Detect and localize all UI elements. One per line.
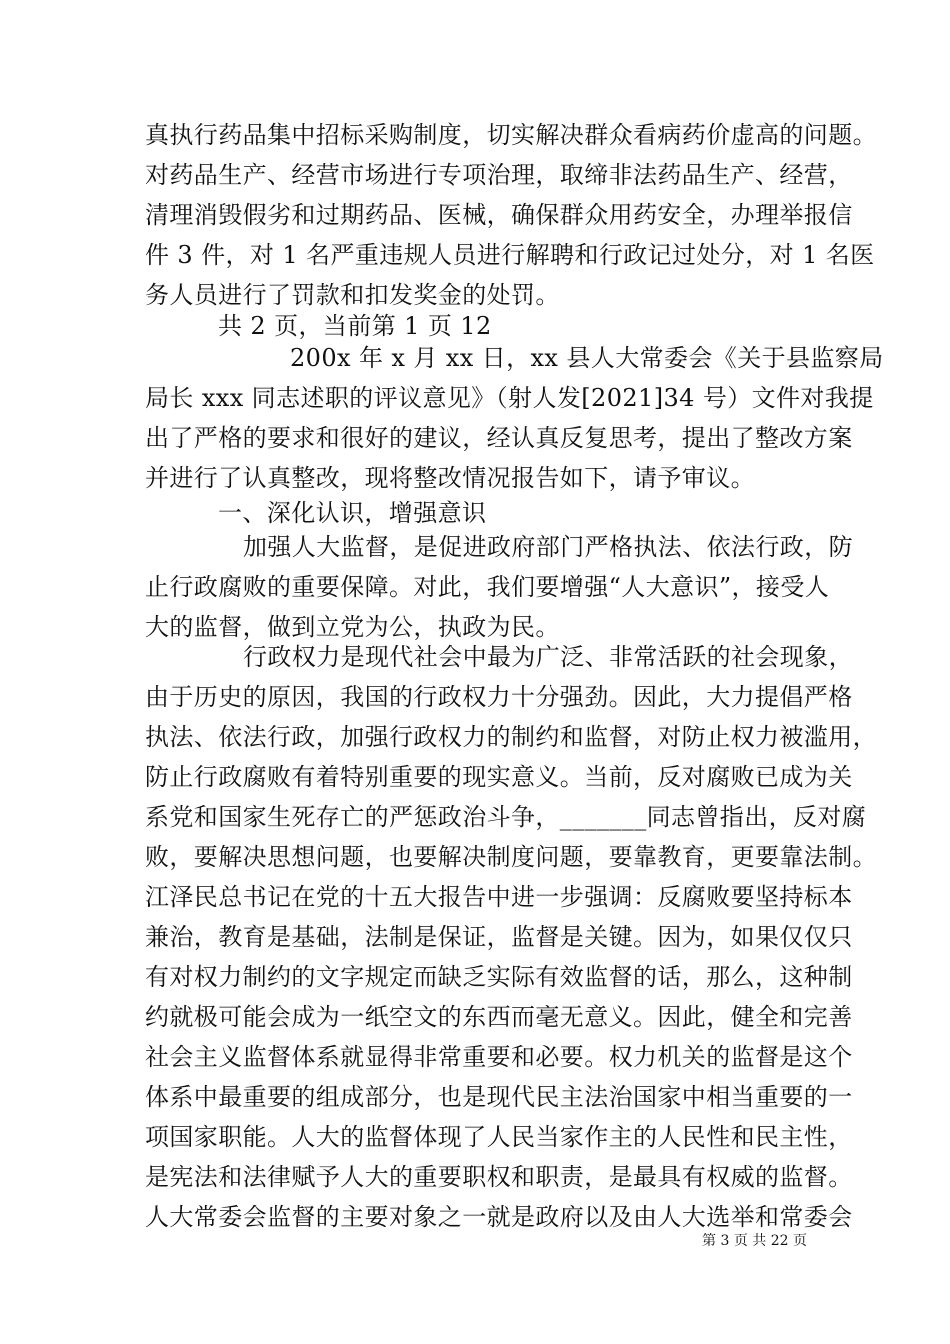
text-line: 败，要解决思想问题，也要解决制度问题，要靠教育，更要靠法制。 [145,843,877,871]
text-line: 200x 年 x 月 xx 日，xx 县人大常委会《关于县监察局 [290,344,884,372]
page-counter-line: 共 2 页，当前第 1 页 12 [218,312,492,340]
text-line: 人大常委会监督的主要对象之一就是政府以及由人大选举和常委会 [145,1203,853,1231]
text-line: 真执行药品集中招标采购制度，切实解决群众看病药价虚高的问题。 [145,121,877,149]
text-line: 江泽民总书记在党的十五大报告中进一步强调：反腐败要坚持标本 [145,883,853,911]
text-line: 行政权力是现代社会中最为广泛、非常活跃的社会现象， [243,643,853,671]
text-line: 约就极可能会成为一纸空文的东西而毫无意义。因此，健全和完善 [145,1003,853,1031]
text-line: 防止行政腐败有着特别重要的现实意义。当前，反对腐败已成为关 [145,763,853,791]
text-line: 出了严格的要求和很好的建议，经认真反复思考，提出了整改方案 [145,424,853,452]
text-line: 务人员进行了罚款和扣发奖金的处罚。 [145,281,560,309]
text-line: 系党和国家生死存亡的严惩政治斗争，_______同志曾指出，反对腐 [145,803,867,831]
text-line: 局长 xxx 同志述职的评议意见》（射人发[2021]34 号）文件对我提 [145,384,874,412]
text-line: 有对权力制约的文字规定而缺乏实际有效监督的话，那么，这种制 [145,963,853,991]
text-line: 项国家职能。人大的监督体现了人民当家作主的人民性和民主性， [145,1123,853,1151]
text-line: 大的监督，做到立党为公，执政为民。 [145,613,560,641]
text-line: 兼治，教育是基础，法制是保证，监督是关键。因为，如果仅仅只 [145,923,853,951]
text-line: 体系中最重要的组成部分，也是现代民主法治国家中相当重要的一 [145,1083,853,1111]
text-line: 并进行了认真整改，现将整改情况报告如下，请予审议。 [145,464,755,492]
text-line: 社会主义监督体系就显得非常重要和必要。权力机关的监督是这个 [145,1043,853,1071]
text-line: 是宪法和法律赋予人大的重要职权和职责，是最具有权威的监督。 [145,1163,853,1191]
page-footer: 第 3 页 共 22 页 [702,1233,807,1249]
text-line: 执法、依法行政，加强行政权力的制约和监督，对防止权力被滥用， [145,723,877,751]
text-line: 止行政腐败的重要保障。对此，我们要增强“人大意识”，接受人 [145,573,830,601]
text-line: 对药品生产、经营市场进行专项治理，取缔非法药品生产、经营， [145,161,853,189]
text-line: 由于历史的原因，我国的行政权力十分强劲。因此，大力提倡严格 [145,683,853,711]
text-line: 件 3 件，对 1 名严重违规人员进行解聘和行政记过处分，对 1 名医 [145,241,875,269]
text-line: 清理消毁假劣和过期药品、医械，确保群众用药安全，办理举报信 [145,201,853,229]
text-line: 加强人大监督，是促进政府部门严格执法、依法行政，防 [243,533,853,561]
section-heading: 一、深化认识，增强意识 [218,499,487,527]
